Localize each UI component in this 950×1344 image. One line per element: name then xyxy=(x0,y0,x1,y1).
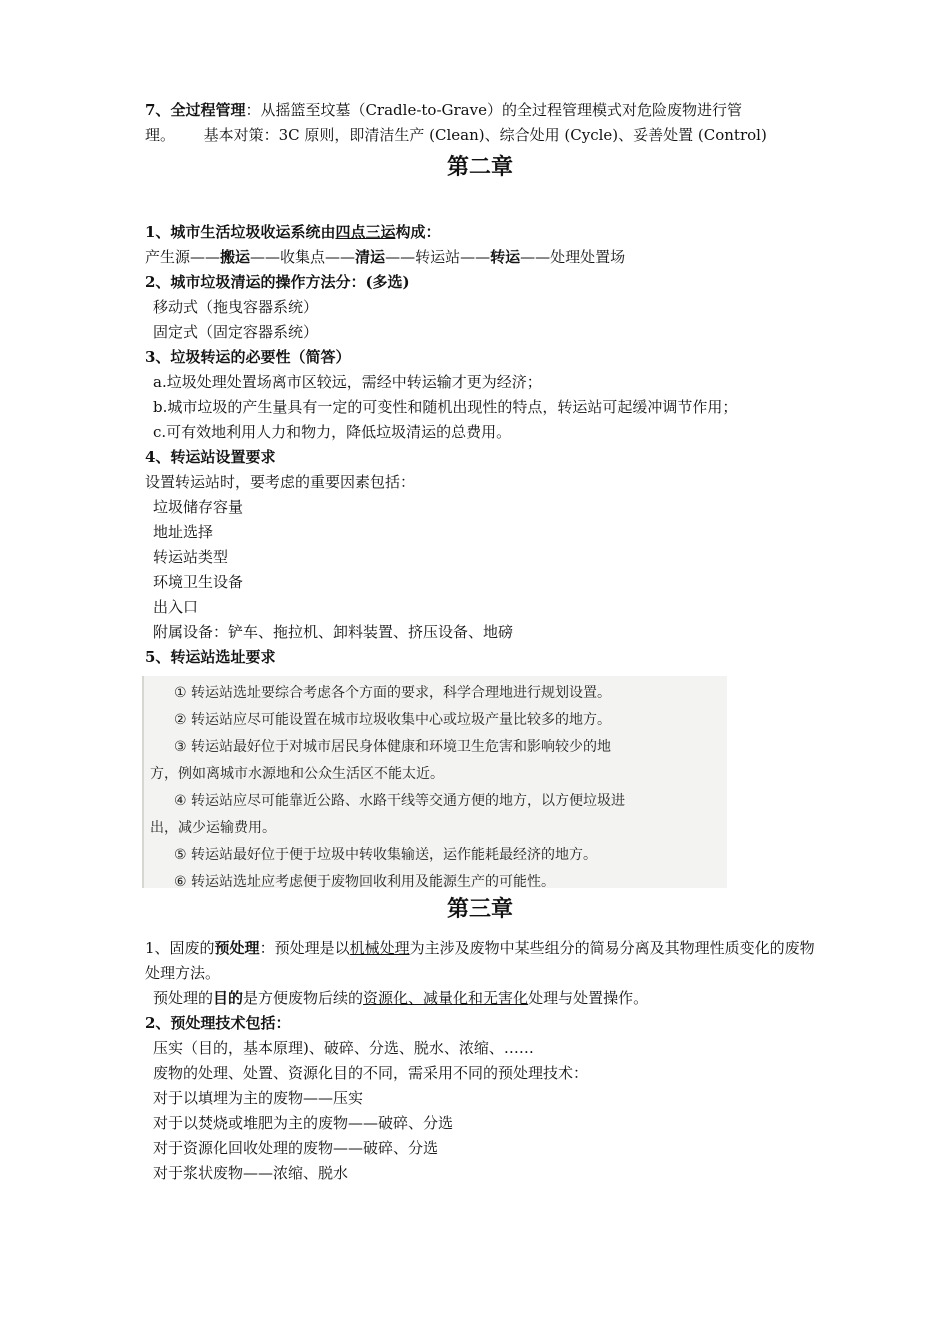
chain-part: ——转运站—— xyxy=(385,248,491,266)
scan-line: ④ 转运站应尽可能靠近公路、水路干线等交通方便的地方，以方便垃圾进 xyxy=(174,793,625,809)
ch3-p1-underlined: 机械处理 xyxy=(349,939,410,957)
ch2-q2-item: 移动式（拖曳容器系统） xyxy=(153,298,319,316)
ch3-q2-item: 对于以焚烧或堆肥为主的废物——破碎、分选 xyxy=(153,1114,454,1132)
ch3-q2-item: 对于浆状废物——浓缩、脱水 xyxy=(153,1164,349,1182)
ch2-q2-heading: 2、城市垃圾清运的操作方法分：(多选) xyxy=(145,273,410,291)
ch3-q2-item: 对于以填埋为主的废物——压实 xyxy=(153,1089,364,1107)
section-7-paragraph xyxy=(145,98,815,148)
ch2-q4-item: 垃圾储存容量 xyxy=(153,498,244,516)
ch3-p1-part: 1、固废的 xyxy=(145,939,215,957)
ch3-p1-bold: 预处理 xyxy=(214,939,260,957)
scan-line: ③ 转运站最好位于对城市居民身体健康和环境卫生危害和影响较少的地 xyxy=(174,739,611,755)
ch3-p2-part: 预处理的 xyxy=(153,989,214,1007)
chain-part: ——处理处置场 xyxy=(520,248,626,266)
ch3-p2-bold: 目的 xyxy=(213,989,244,1007)
chain-bold: 搬运 xyxy=(220,248,251,266)
ch2-collection-chain xyxy=(145,245,815,270)
ch2-q3-item: a.垃圾处理处置场离市区较远，需经中转运输才更为经济； xyxy=(153,373,542,391)
ch3-q2-item: 对于资源化回收处理的废物——破碎、分选 xyxy=(153,1139,439,1157)
chapter-3-title: 第三章 xyxy=(446,896,513,922)
ch2-q1-heading-end: 构成： xyxy=(395,223,441,241)
chain-part: 产生源—— xyxy=(145,248,221,266)
document-page xyxy=(145,98,815,1186)
ch2-q4-item: 转运站类型 xyxy=(153,548,229,566)
ch2-q4-item: 地址选择 xyxy=(153,523,214,541)
section-7-strategy: 基本对策：3C 原则，即清洁生产 (Clean)、综合处用 (Cycle)、妥善处置 (Control) xyxy=(203,126,767,144)
ch2-q4-intro: 设置转运站时，要考虑的重要因素包括： xyxy=(145,473,416,491)
scan-line: ⑥ 转运站选址应考虑便于废物回收利用及能源生产的可能性。 xyxy=(174,874,555,890)
ch2-q3-heading: 3、垃圾转运的必要性（简答） xyxy=(145,348,351,366)
ch2-q2-item: 固定式（固定容器系统） xyxy=(153,323,319,341)
ch2-q5-heading: 5、转运站选址要求 xyxy=(145,648,276,666)
ch3-p2-underlined: 资源化、减量化和无害化 xyxy=(363,989,529,1007)
scan-line: ② 转运站应尽可能设置在城市垃圾收集中心或垃圾产量比较多的地方。 xyxy=(174,712,611,728)
chapter-2-title: 第二章 xyxy=(446,154,513,180)
ch3-p1 xyxy=(145,936,815,986)
ch2-q1-heading-text: 1、城市生活垃圾收运系统由 xyxy=(145,223,336,241)
chain-part: ——收集点—— xyxy=(250,248,356,266)
scan-line: 出，减少运输费用。 xyxy=(150,820,276,836)
ch3-p1-part: ：预处理是以 xyxy=(259,939,350,957)
ch2-q4-heading: 4、转运站设置要求 xyxy=(145,448,276,466)
ch2-q1-heading xyxy=(145,220,815,245)
ch2-q1-heading-underlined: 四点三运 xyxy=(335,223,396,241)
scan-line: 方，例如离城市水源地和公众生活区不能太近。 xyxy=(150,766,444,782)
scanned-site-requirements-image xyxy=(142,676,727,888)
ch2-q3-item: c.可有效地利用人力和物力，降低垃圾清运的总费用。 xyxy=(153,423,512,441)
ch3-p2-part: 处理与处置操作。 xyxy=(528,989,649,1007)
section-7-term: 全过程管理 xyxy=(170,101,246,119)
section-7-number: 7、 xyxy=(145,101,171,119)
ch2-q4-item: 出入口 xyxy=(153,598,199,616)
ch3-q2-item: 废物的处理、处置、资源化目的不同，需采用不同的预处理技术： xyxy=(153,1064,589,1082)
ch3-p2 xyxy=(145,986,815,1011)
ch3-p1-part: 为主涉及废物中某些组分的简易分离及其物理性质变化的废物处理方法。 xyxy=(145,939,815,982)
chain-bold: 清运 xyxy=(355,248,386,266)
scan-line: ① 转运站选址要综合考虑各个方面的要求，科学合理地进行规划设置。 xyxy=(174,685,611,701)
ch2-q4-item: 附属设备：铲车、拖拉机、卸料装置、挤压设备、地磅 xyxy=(153,623,514,641)
chain-bold: 转运 xyxy=(490,248,521,266)
ch2-q4-item: 环境卫生设备 xyxy=(153,573,244,591)
spacer xyxy=(145,924,815,936)
ch3-q2-heading: 2、预处理技术包括： xyxy=(145,1014,291,1032)
scan-line: ⑤ 转运站最好位于便于垃圾中转收集输送，运作能耗最经济的地方。 xyxy=(174,847,597,863)
ch3-p2-part: 是方便废物后续的 xyxy=(243,989,364,1007)
spacer xyxy=(145,182,815,220)
section-7-text: ：从摇篮至坟墓（Cradle-to-Grave）的全过程管理模式对危险废物进行管理。 xyxy=(145,101,742,144)
ch3-q2-item: 压实（目的，基本原理)、破碎、分选、脱水、浓缩、…… xyxy=(153,1039,534,1057)
ch2-q3-item: b.城市垃圾的产生量具有一定的可变性和随机出现性的特点，转运站可起缓冲调节作用； xyxy=(153,398,738,416)
